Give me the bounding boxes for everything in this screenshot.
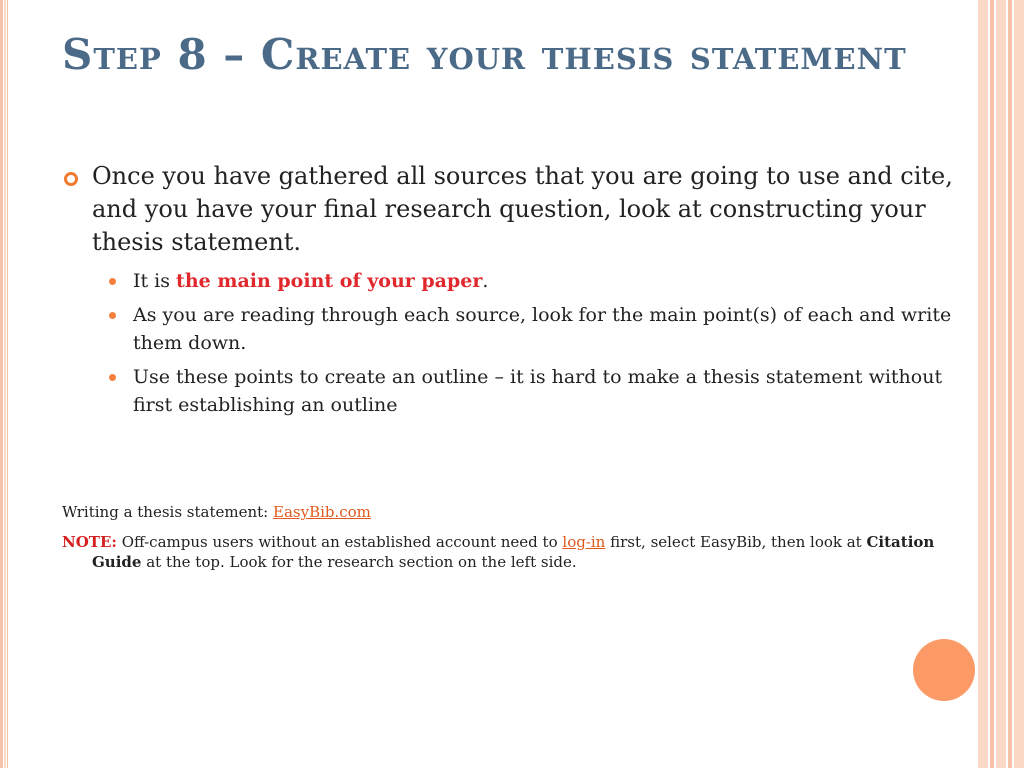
citation-guide-label: Citation Guide [92, 533, 935, 571]
right-border-stripe [1014, 0, 1024, 768]
main-bullet [62, 160, 962, 259]
note-text: first, select EasyBib, then look at [605, 533, 867, 551]
sub-bullet [62, 301, 962, 357]
sub-bullet-highlight: the main point of your paper [176, 270, 483, 292]
decorative-circle [913, 639, 975, 701]
left-border-stripe [4, 0, 6, 768]
left-border-stripe [7, 0, 8, 768]
sub-bullet-text: Use these points to create an outline – it is hard to make a thesis statement without first establishing an outline [133, 366, 943, 416]
easybib-link[interactable]: EasyBib.com [273, 503, 371, 521]
slide-title: Step 8 – Create your thesis statement [62, 30, 907, 79]
main-bullet-text: Once you have gathered all sources that you are going to use and cite, and you have your final research question, look at constructing your thesis statement. [92, 162, 953, 256]
sub-bullet-prefix: It is [133, 270, 177, 292]
note-text: at the top. Look for the research section on the left side. [141, 553, 577, 571]
right-border-stripe [978, 0, 988, 768]
bullet-dot-icon [109, 312, 116, 319]
sub-bullet-list [62, 267, 962, 419]
right-border-stripe [996, 0, 1006, 768]
bullet-dot-icon [109, 278, 116, 285]
sub-bullet-suffix: . [482, 270, 489, 292]
bullet-dot-icon [109, 374, 116, 381]
note-label: NOTE: [62, 533, 117, 551]
sub-bullet [62, 363, 962, 419]
note-paragraph [62, 532, 942, 572]
slide-footer [62, 502, 942, 572]
left-border-stripe [0, 0, 3, 768]
note-text: Off-campus users without an established account need to [116, 533, 563, 551]
sub-bullet-text: As you are reading through each source, look for the main point(s) of each and write them down. [133, 304, 952, 354]
right-border-stripe [990, 0, 994, 768]
writing-label: Writing a thesis statement: [62, 503, 273, 521]
bullet-circle-icon [64, 172, 78, 186]
sub-bullet [62, 267, 962, 295]
slide-content [62, 160, 962, 425]
right-border-stripe [1008, 0, 1012, 768]
writing-line [62, 502, 942, 522]
login-link[interactable]: log-in [562, 533, 606, 551]
